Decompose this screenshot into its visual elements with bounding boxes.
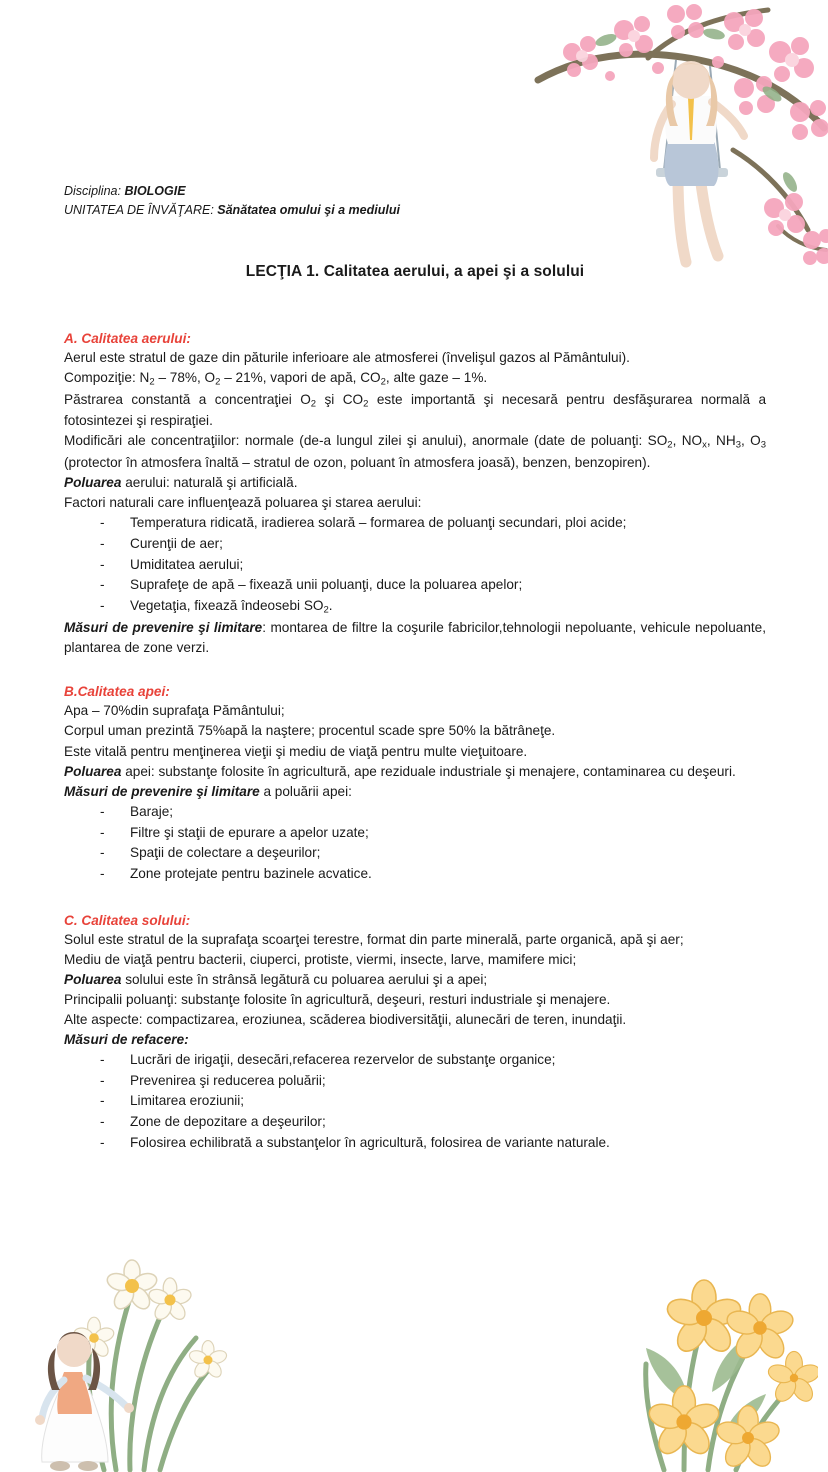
measures-label-a: Măsuri de prevenire şi limitare [64,620,263,636]
section-calitatea-apei [64,684,766,884]
list-masuri-apa [64,802,766,885]
list-item: - Curenţii de aer; [92,534,766,555]
list-item: - Umiditatea aerului; [92,555,766,576]
paragraph-c5: Alte aspecte: compactizarea, eroziunea, scăderea biodiversităţii, alunecări de teren, inundaţii. [64,1011,627,1027]
paragraph-c6 [64,1030,766,1050]
paragraph-b4: Poluarea apei: substanţe folosite în agricultură, ape reziduale industriale şi menajere, contaminarea cu deşeuri. [64,763,736,779]
list-item: - Zone protejate pentru bazinele acvatice. [92,864,766,885]
list-factori-naturali [64,513,766,618]
list-item: - Baraje; [92,802,766,823]
section-calitatea-solului [64,913,766,1154]
paragraph-b1: Apa – 70%din suprafaţa Pământului; [64,703,285,719]
list-item: - Prevenirea şi reducerea poluării; [92,1071,766,1092]
discipline-label: Disciplina: [64,184,125,198]
paragraph-c4: Principalii poluanţi: substanţe folosite în agricultură, deşeuri, resturi industriale şi menajere. [64,991,611,1007]
section-heading-c: C. Calitatea solului: [64,912,191,928]
girl-with-daffodils-illustration [20,1242,250,1472]
list-item: - Lucrări de irigaţii, desecări,refacerea rezervelor de substanţe organice; [92,1050,766,1071]
paragraph-a-closing [64,618,766,658]
paragraph-c3: Poluarea solului este în strânsă legătură cu poluarea aerului şi a apei; [64,971,488,987]
paragraph-a2: Compoziţie: $N_2 - 78\%$, $O_2 - 21\%$, vapori de apă, $CO_2$, alte gaze – 1%. [64,369,488,388]
measures-label-c: Măsuri de refacere: [64,1032,189,1048]
page-title: LECŢIA 1. Calitatea aerului, a apei şi a solului [245,262,585,280]
discipline-line [64,182,766,201]
section-heading-b: B.Calitatea apei: [64,684,170,700]
unit-label: UNITATEA DE ÎNVĂŢARE: [64,203,218,218]
section-calitatea-aerului [64,331,766,659]
list-item: - Vegetaţia, fixează îndeosebi $SO_2$. [92,596,766,618]
unit-value: Sănătatea omului şi a mediului [217,203,400,218]
paragraph-a5: Poluarea aerului: naturală şi artificială. [64,475,298,491]
paragraph-b5: Măsuri de prevenire şi limitare a poluării apei: [64,783,352,799]
paragraph-c2: Mediu de viaţă pentru bacterii, ciuperci, protiste, viermi, insecte, larve, mamifere mici; [64,951,577,967]
paragraph-c1: Solul este stratul de la suprafaţa scoarţei terestre, format din parte minerală, parte organică, apă şi aer; [64,931,684,947]
list-masuri-refacere [64,1050,766,1153]
paragraph-b3: Este vitală pentru menţinerea vieţii şi mediu de viaţă pentru multe vieţuitoare. [64,743,528,759]
list-item: - Limitarea eroziunii; [92,1091,766,1112]
list-item: - Folosirea echilibrată a substanţelor în agricultură, folosirea de variante naturale. [92,1133,766,1154]
list-item: - Temperatura ridicată, iradierea solară – formarea de poluanţi secundari, ploi acide; [92,513,766,534]
list-item: - Filtre şi staţii de epurare a apelor uzate; [92,823,766,844]
discipline-value: BIOLOGIE [124,184,186,198]
list-item: - Zone de depozitare a deşeurilor; [92,1112,766,1133]
list-item: - Suprafeţe de apă – fixează unii poluanţi, duce la poluarea apelor; [92,575,766,596]
paragraph-b2: Corpul uman prezintă 75%apă la naştere; procentul scade spre 50% la bătrâneţe. [64,723,556,739]
yellow-flowers-illustration [588,1252,818,1472]
measures-text-a: : montarea de filtre la coşurile fabricilor,tehnologii nepoluante, vehicule nepoluante, plantarea de zone verzi. [64,620,767,656]
paragraph-a4: Modificări ale concentraţiilor: normale (de-a lungul zilei şi anului), anormale (date de poluanţi: $SO_2$, $NO_x$, $NH_3$, $O_3$ (protector în atmosfera înaltă – stratul de ozon, poluant în atmosfera joasă), benzen, benzopiren). [64,433,767,471]
unit-line [64,201,766,220]
paragraph-a1: Aerul este stratul de gaze din păturile inferioare ale atmosferei (învelişul gazos al Pământului). [64,349,630,365]
paragraph-a3: Păstrarea constantă a concentraţiei $O_2$ şi $CO_2$ este importantă şi necesară pentru desfăşurarea normală a fotosintezei şi respiraţiei. [64,391,766,429]
list-item: - Spaţii de colectare a deşeurilor; [92,843,766,864]
paragraph-a6: Factori naturali care influenţează poluarea şi starea aerului: [64,495,422,511]
section-heading-a: A. Calitatea aerului: [64,330,191,346]
